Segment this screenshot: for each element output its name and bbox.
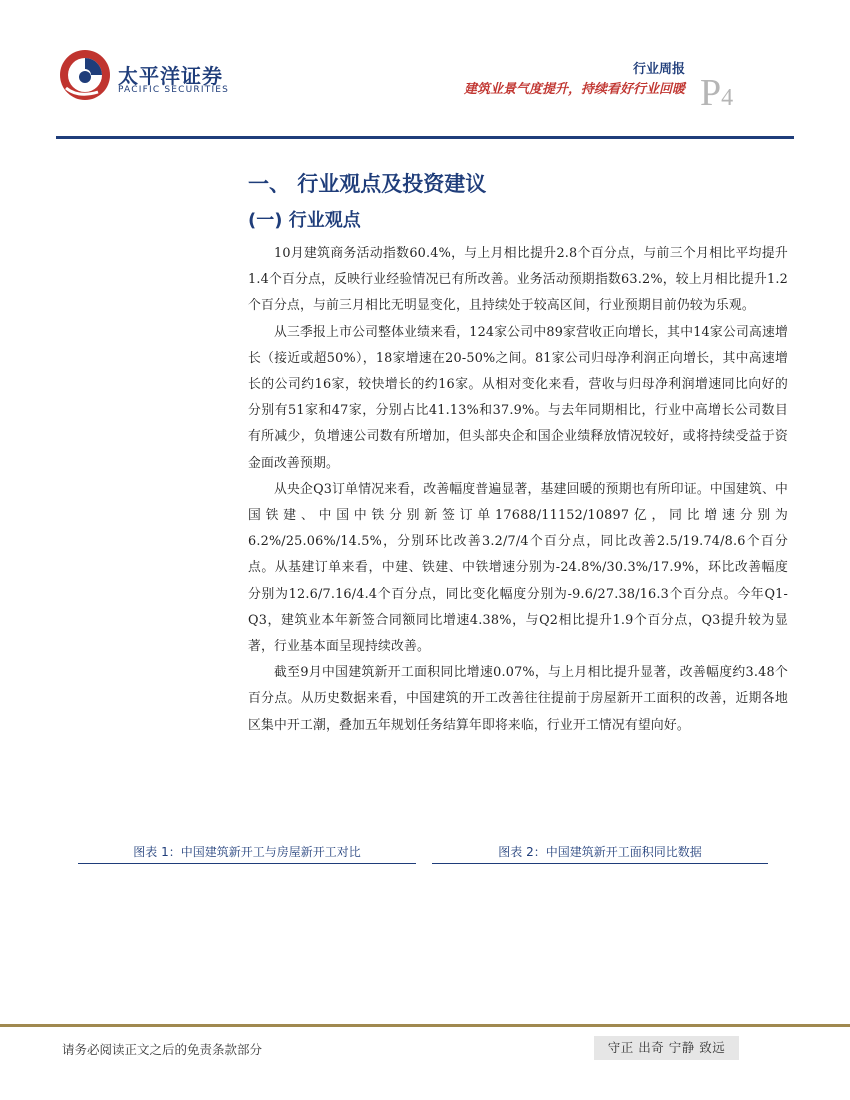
company-logo	[58, 48, 248, 106]
paragraph: 截至9月中国建筑新开工面积同比增速0.07%，与上月相比提升显著，改善幅度约3.48个百分点。从历史数据来看，中国建筑的开工改善往往提前于房屋新开工面积的改善，近期各地区集中开工潮，叠加五年规划任务结算年即将来临，行业开工情况有望向好。	[248, 665, 788, 733]
logo-chinese-name: 太平洋证券	[118, 64, 223, 88]
logo-english-name: PACIFIC SECURITIES	[118, 85, 230, 95]
section-heading: 一、 行业观点及投资建议	[248, 172, 487, 196]
figure-caption: 图表 2：中国建筑新开工面积同比数据	[432, 843, 768, 864]
paragraph: 从央企Q3订单情况来看，改善幅度普遍显著，基建回暖的预期也有所印证。中国建筑、中国铁建、中国中铁分别新签订单17688/11152/10897亿，同比增速分别为6.2%/25.06%/14.5%，分别环比改善3.2/7/4个百分点，同比改善2.5/19.74/8.6个百分点。从基建订单来看，中建、铁建、中铁增速分别为-24.8%/30.3%/17.9%，环比改善幅度分别为12.6/7.16/4.4个百分点，同比变化幅度分别为-9.6/27.38/16.3个百分点。今年Q1-Q3，建筑业本年新签合同额同比增速4.38%，与Q2相比提升1.9个百分点，Q3提升较为显著，行业基本面呈现持续改善。	[248, 481, 788, 655]
footer-disclaimer: 请务必阅读正文之后的免责条款部分	[62, 1042, 263, 1057]
subsection-heading: (一) 行业观点	[248, 210, 361, 231]
footer-motto: 守正 出奇 宁静 致远	[594, 1036, 739, 1060]
footer-divider	[0, 1024, 850, 1027]
header-divider	[56, 136, 794, 139]
figure-caption: 图表 1：中国建筑新开工与房屋新开工对比	[78, 843, 416, 864]
report-title: 建筑业景气度提升，持续看好行业回暖	[463, 82, 685, 97]
page-number-value: 4	[721, 85, 734, 111]
body-text	[248, 241, 788, 739]
page-letter: P	[700, 72, 722, 114]
report-type: 行业周报	[632, 62, 685, 77]
pacific-securities-logo-icon	[58, 48, 112, 102]
paragraph: 10月建筑商务活动指数60.4%，与上月相比提升2.8个百分点，与前三个月相比平均提升1.4个百分点，反映行业经验情况已有所改善。业务活动预期指数63.2%，较上月相比提升1.2个百分点，与前三月相比无明显变化，且持续处于较高区间，行业预期目前仍较为乐观。	[248, 246, 788, 314]
paragraph: 从三季报上市公司整体业绩来看，124家公司中89家营收正向增长，其中14家公司高速增长（接近或超50%），18家增速在20-50%之间。81家公司归母净利润正向增长，其中高速增长的公司约16家，较快增长的约16家。从相对变化来看，营收与归母净利润增速同比向好的分别有51家和47家，分别占比41.13%和37.9%。与去年同期相比，行业中高增长公司数目有所减少，负增速公司数有所增加，但头部央企和国企业绩释放情况较好，或将持续受益于资金面改善预期。	[248, 324, 788, 471]
page-number	[700, 74, 733, 112]
